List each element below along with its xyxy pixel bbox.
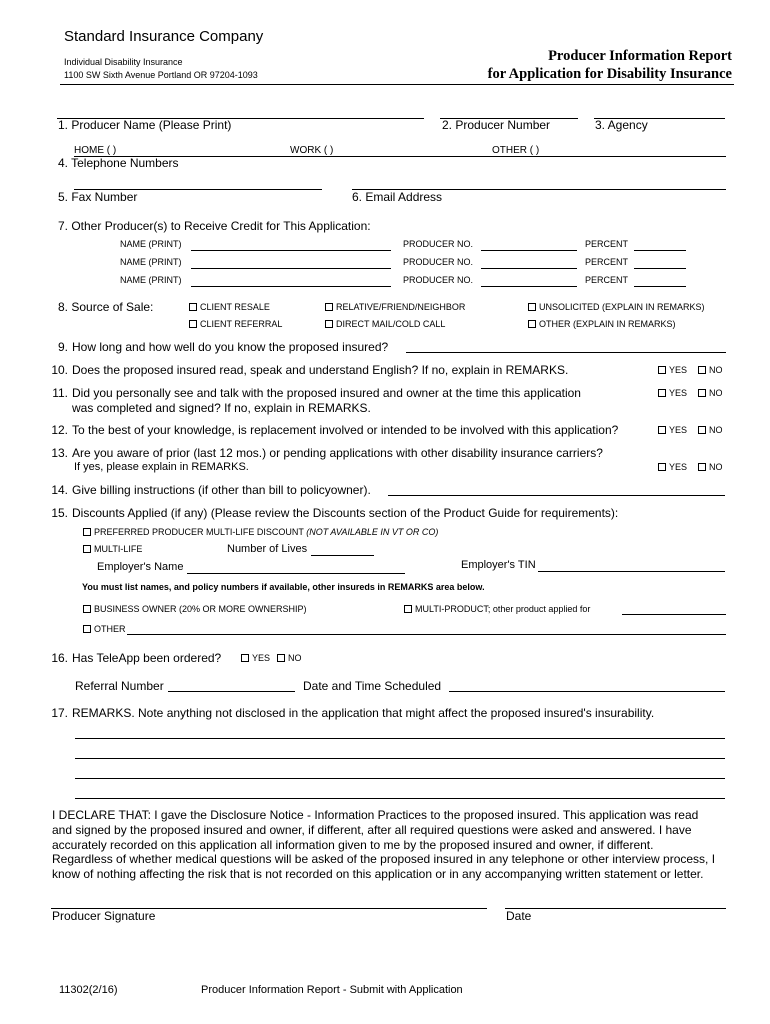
checkbox[interactable] (189, 303, 197, 311)
checkbox[interactable] (325, 320, 333, 328)
employer-name-label: Employer's Name (97, 561, 184, 573)
work-phone-label: WORK ( ) (290, 145, 334, 156)
checkbox[interactable] (189, 320, 197, 328)
header-rule (60, 84, 734, 85)
name-print-line[interactable] (191, 286, 391, 287)
employer-tin-line[interactable] (538, 571, 725, 572)
q14-label: 14. Give billing instructions (if other than bill to policyowner). (51, 483, 371, 497)
checkbox[interactable] (325, 303, 333, 311)
percent-label: PERCENT (585, 275, 629, 285)
must-list-note: You must list names, and policy numbers if available, other insureds in REMARKS area below. (82, 582, 485, 592)
q1-label: 1. Producer Name (Please Print) (58, 118, 232, 132)
referral-number-line[interactable] (168, 691, 295, 692)
date-line[interactable] (505, 908, 726, 909)
employer-name-line[interactable] (187, 573, 405, 574)
producer-no-line[interactable] (481, 286, 577, 287)
name-print-label: NAME (PRINT) (120, 257, 182, 267)
option-direct-mail[interactable]: DIRECT MAIL/COLD CALL (325, 319, 445, 329)
name-print-label: NAME (PRINT) (120, 275, 182, 285)
remarks-line[interactable] (75, 798, 725, 799)
home-phone-label: HOME ( ) (74, 145, 117, 156)
percent-line[interactable] (634, 268, 686, 269)
q9-label: 9. How long and how well do you know the proposed insured? (57, 340, 389, 354)
q4-label: 4. Telephone Numbers (58, 156, 179, 170)
producer-no-label: PRODUCER NO. (403, 239, 474, 249)
remarks-line[interactable] (75, 758, 725, 759)
multi-product-line[interactable] (622, 614, 726, 615)
q12-yes[interactable]: YES (658, 425, 687, 435)
multi-product-option[interactable]: MULTI-PRODUCT; other product applied for (404, 604, 590, 614)
q10-yes[interactable]: YES (658, 365, 687, 375)
number-of-lives-label: Number of Lives (227, 543, 308, 555)
q12-no[interactable]: NO (698, 425, 723, 435)
other-discount-line[interactable] (127, 634, 726, 635)
q16-yes[interactable]: YES (241, 653, 270, 663)
name-print-label: NAME (PRINT) (120, 239, 182, 249)
q15-label: 15. Discounts Applied (if any) (Please review the Discounts section of the Product Guide for requirements): (51, 506, 619, 520)
date-time-line[interactable] (449, 691, 725, 692)
report-title-line2: for Application for Disability Insurance (487, 66, 732, 82)
company-address: 1100 SW Sixth Avenue Portland OR 97204-1093 (64, 70, 258, 80)
checkbox[interactable] (528, 303, 536, 311)
date-label: Date (506, 909, 532, 923)
form-number: 11302(2/16) (59, 984, 118, 996)
declaration: I DECLARE THAT: I gave the Disclosure Notice - Information Practices to the proposed insured. This application was read and signed by the proposed insured and owner, if different, after all required questions were asked and answered. I have accurately recorded on this application all information given to me by the proposed insured and owner, if different. Regardless of whether medical questions will be asked of the proposed insured in any telephone or other interview process, I know of nothing affecting the risk that is not recorded on this application or in any accompanying written statement or letter. (52, 808, 716, 882)
q2-label: 2. Producer Number (442, 118, 551, 132)
footer-caption: Producer Information Report - Submit with Application (201, 984, 463, 996)
percent-label: PERCENT (585, 239, 629, 249)
option-client-resale[interactable]: CLIENT RESALE (189, 302, 270, 312)
division: Individual Disability Insurance (64, 57, 183, 67)
other-discount-option[interactable]: OTHER (83, 624, 126, 634)
q11-yes[interactable]: YES (658, 388, 687, 398)
q7-label: 7. Other Producer(s) to Receive Credit for This Application: (58, 219, 371, 233)
q3-label: 3. Agency (595, 118, 648, 132)
q11-no[interactable]: NO (698, 388, 723, 398)
percent-label: PERCENT (585, 257, 629, 267)
option-unsolicited[interactable]: UNSOLICITED (EXPLAIN IN REMARKS) (528, 302, 705, 312)
q10-no[interactable]: NO (698, 365, 723, 375)
other-phone-label: OTHER ( ) (492, 145, 540, 156)
q6-label: 6. Email Address (352, 190, 443, 204)
option-relative-friend[interactable]: RELATIVE/FRIEND/NEIGHBOR (325, 302, 465, 312)
q12-label: 12. To the best of your knowledge, is replacement involved or intended to be involved with this application? (51, 423, 619, 437)
q13-label-line2: If yes, please explain in REMARKS. (74, 461, 249, 473)
percent-line[interactable] (634, 250, 686, 251)
checkbox[interactable] (528, 320, 536, 328)
option-client-referral[interactable]: CLIENT REFERRAL (189, 319, 282, 329)
producer-no-label: PRODUCER NO. (403, 275, 474, 285)
remarks-line[interactable] (75, 738, 725, 739)
q11-label-line2: was completed and signed? If no, explain in REMARKS. (72, 401, 371, 415)
date-time-label: Date and Time Scheduled (303, 679, 442, 693)
q16-no[interactable]: NO (277, 653, 302, 663)
business-owner-option[interactable]: BUSINESS OWNER (20% OR MORE OWNERSHIP) (83, 604, 307, 614)
employer-tin-label: Employer's TIN (461, 559, 536, 571)
q16-label: 16. Has TeleApp been ordered? (51, 651, 222, 665)
name-print-line[interactable] (191, 268, 391, 269)
q17-label: 17. REMARKS. Note anything not disclosed in the application that might affect the proposed insured's insurability. (51, 706, 655, 720)
multi-life-option[interactable]: MULTI-LIFE (83, 544, 142, 554)
producer-no-line[interactable] (481, 250, 577, 251)
q13-label: 13. Are you aware of prior (last 12 mos.) or pending applications with other disability insurance carriers? (51, 446, 603, 460)
q10-label: 10. Does the proposed insured read, speak and understand English? If no, explain in REMARKS. (51, 363, 569, 377)
option-other[interactable]: OTHER (EXPLAIN IN REMARKS) (528, 319, 676, 329)
remarks-line[interactable] (75, 778, 725, 779)
q9-line[interactable] (406, 352, 726, 353)
producer-no-label: PRODUCER NO. (403, 257, 474, 267)
q5-label: 5. Fax Number (58, 190, 138, 204)
q13-no[interactable]: NO (698, 462, 723, 472)
company-name: Standard Insurance Company (64, 28, 264, 45)
referral-number-label: Referral Number (75, 679, 164, 693)
name-print-line[interactable] (191, 250, 391, 251)
q8-label: 8. Source of Sale: (58, 300, 154, 314)
q14-line[interactable] (388, 495, 725, 496)
percent-line[interactable] (634, 286, 686, 287)
producer-signature-label: Producer Signature (52, 909, 156, 923)
producer-no-line[interactable] (481, 268, 577, 269)
number-of-lives-line[interactable] (311, 555, 374, 556)
report-title-line1: Producer Information Report (548, 48, 732, 64)
preferred-discount-option[interactable]: PREFERRED PRODUCER MULTI-LIFE DISCOUNT (NOT AVAILABLE IN VT OR CO) (83, 527, 438, 537)
q11-label: 11. Did you personally see and talk with the proposed insured and owner at the time this application (52, 386, 581, 400)
q13-yes[interactable]: YES (658, 462, 687, 472)
